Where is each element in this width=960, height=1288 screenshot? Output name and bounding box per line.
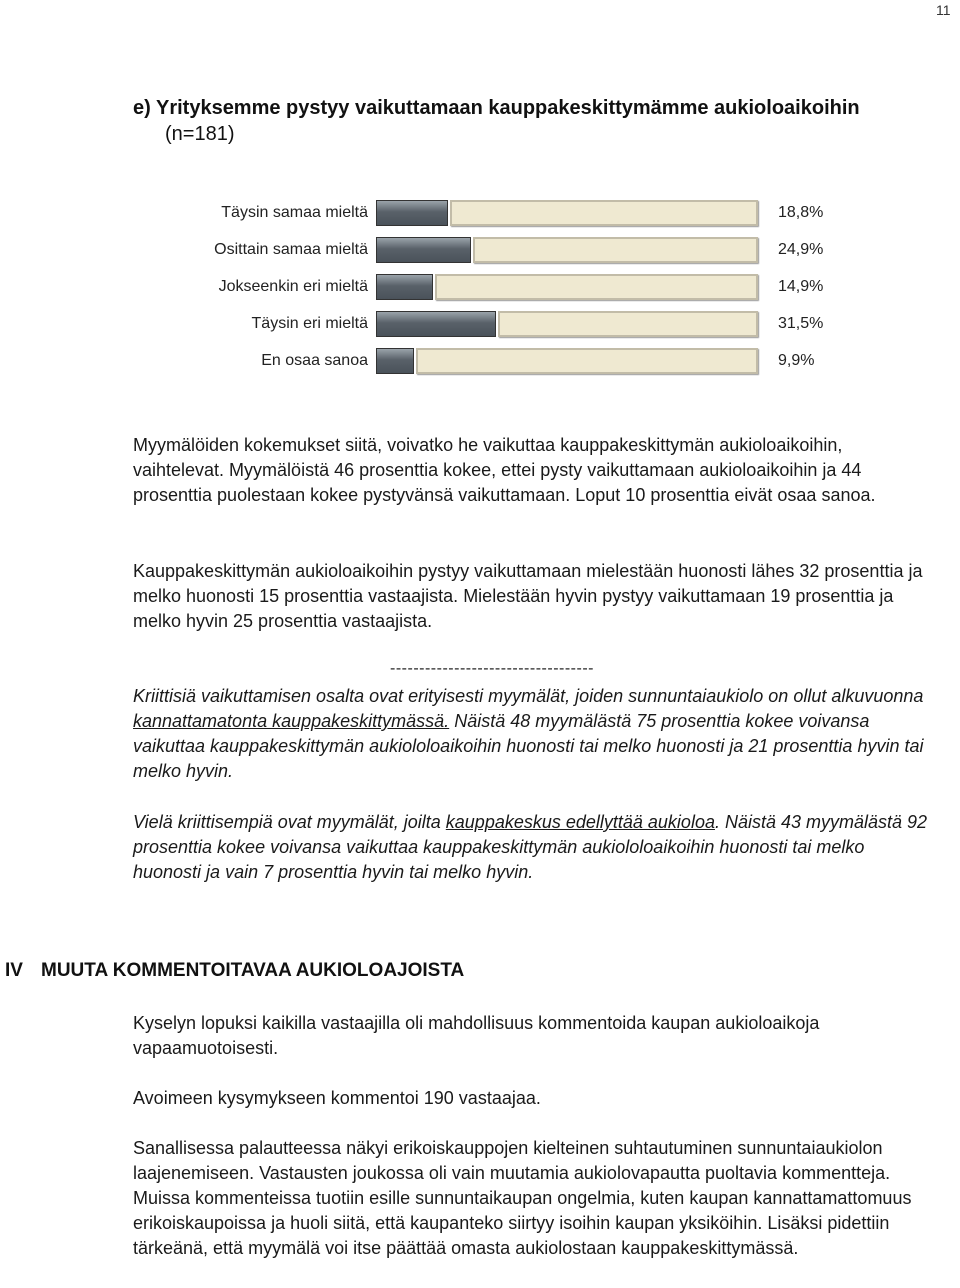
bar-remainder	[450, 200, 758, 226]
divider-line: -----------------------------------	[390, 660, 594, 677]
section-heading	[5, 960, 464, 982]
bar-track	[376, 311, 758, 337]
bar-value	[376, 237, 471, 263]
bar-remainder	[416, 348, 758, 374]
category-label: Osittain samaa mieltä	[214, 241, 368, 258]
p3-text-a: Kriittisiä vaikuttamisen osalta ovat erityisesti myymälät, joiden sunnuntaiaukiolo on ollut alkuvuonna	[133, 686, 924, 706]
category-label: Täysin eri mieltä	[251, 315, 368, 332]
chart-row	[0, 235, 960, 265]
bar-value	[376, 311, 496, 337]
p4-underlined: kauppakeskus edellyttää aukioloa	[445, 812, 715, 832]
bar-value	[376, 348, 414, 374]
p3-text-b: Näistä 48 myymälästä 75 prosenttia kokee voivansa vaikuttaa kauppakeskittymän aukiololoaikoihin huonosti tai melko huonosti ja 21 prosenttia hyvin tai melko hyvin.	[133, 711, 924, 781]
paragraph-influence-detail: Kauppakeskittymän aukioloaikoihin pystyy vaikuttamaan mielestään huonosti lähes 32 prosenttia ja melko huonosti 15 prosenttia vastaajista. Mielestään hyvin pystyy vaikuttamaan 19 prosenttia ja melko hyvin 25 prosenttia vastaajista.	[133, 561, 923, 631]
sample-size: (n=181)	[165, 123, 235, 145]
paragraph-influence-summary: Myymälöiden kokemukset siitä, voivatko he vaikuttaa kauppakeskittymän aukioloaikoihin, vaihtelevat. Myymälöistä 46 prosenttia kokee, ettei pysty vaikuttamaan aukioloaikoihin ja 44 prosenttia puolestaan kokee pystyvänsä vaikuttamaan. Loput 10 prosenttia eivät osaa sanoa.	[133, 435, 876, 505]
paragraph-comments-feedback: Sanallisessa palautteessa näkyi erikoiskauppojen kielteinen suhtautuminen sunnuntaiaukiolon laajenemiseen. Vastausten joukossa oli vain muutamia aukiolovapautta puoltavia kommentteja. Muissa kommenteissa tuotiin esille sunnuntaikaupan ongelmia, kuten kaupan kannattamattomuus erikoiskaupoissa ja huoli siitä, että kaupanteko siirtyy isoihin kaupan yksiköihin. Lisäksi pidettiin tärkeänä, että myymälä voi itse päättää omasta aukiolostaan kauppakeskittymässä.	[133, 1138, 912, 1258]
bar-track	[376, 274, 758, 300]
bar-track	[376, 348, 758, 374]
section-title-text: MUUTA KOMMENTOITAVAA AUKIOLOAJOISTA	[41, 960, 465, 981]
value-label: 18,8%	[778, 204, 824, 221]
bar-value	[376, 274, 433, 300]
value-label: 14,9%	[778, 278, 824, 295]
page-number: 11	[936, 2, 951, 18]
paragraph-critical-sunday	[133, 684, 933, 784]
bar-remainder	[498, 311, 758, 337]
section-number: IV	[5, 960, 23, 981]
chart-row	[0, 198, 960, 228]
paragraph-critical-required	[133, 810, 933, 885]
chart-row	[0, 346, 960, 376]
value-label: 31,5%	[778, 315, 824, 332]
bar-track	[376, 200, 758, 226]
bar-remainder	[473, 237, 758, 263]
p4-text-b: . Näistä 43 myymälästä 92 prosenttia kokee voivansa vaikuttaa kauppakeskittymän aukiololoaikoihin huonosti tai melko huonosti ja vain 7 prosenttia hyvin tai melko hyvin.	[133, 812, 928, 882]
category-label: Täysin samaa mieltä	[221, 204, 368, 221]
value-label: 24,9%	[778, 241, 824, 258]
question-title: e) Yrityksemme pystyy vaikuttamaan kauppakeskittymämme aukioloaikoihin	[133, 97, 860, 119]
paragraph-comments-intro: Kyselyn lopuksi kaikilla vastaajilla oli mahdollisuus kommentoida kaupan aukioloaikoja vapaamuotoisesti.	[133, 1013, 820, 1058]
question-heading	[133, 95, 860, 147]
p4-text-a: Vielä kriittisempiä ovat myymälät, joilta	[133, 812, 446, 832]
bar-value	[376, 200, 448, 226]
bar-track	[376, 237, 758, 263]
category-label: En osaa sanoa	[261, 352, 368, 369]
chart-row	[0, 309, 960, 339]
value-label: 9,9%	[778, 352, 815, 369]
category-label: Jokseenkin eri mieltä	[218, 278, 368, 295]
bar-remainder	[435, 274, 758, 300]
opinion-bar-chart	[0, 198, 960, 383]
chart-row	[0, 272, 960, 302]
paragraph-comments-count: Avoimeen kysymykseen kommentoi 190 vastaajaa.	[133, 1088, 541, 1108]
p3-underlined: kannattamatonta kauppakeskittymässä.	[133, 711, 450, 731]
